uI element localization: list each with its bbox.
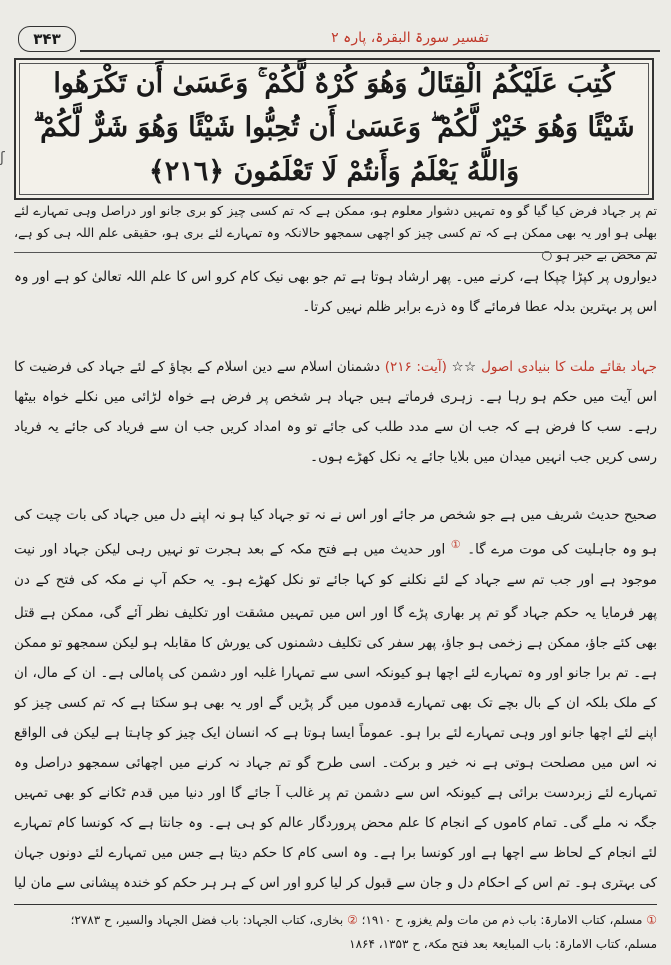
translation-rule	[14, 252, 657, 253]
footnote-1-number: ①	[646, 913, 657, 927]
verse-line-2: شَيْئًا وَهُوَ خَيْرٌ لَّكُمْ ۖ وَعَسَىٰ أَن تُحِبُّوا شَيْئًا وَهُوَ شَرٌّ لَّكُمْ ۗ	[33, 112, 635, 143]
footnote-2a-text: بخاری، کتاب الجہاد: باب فضل الجہاد والسیر، ح ۲۷۸۳؛	[70, 913, 344, 927]
margin-mark-icon: ʃ	[0, 150, 5, 166]
paragraph-2	[14, 352, 657, 492]
paragraph-4: پھر فرمایا یہ حکم جہاد گو تم پر بھاری پڑے گا اور اس میں تمہیں مشقت اور تکلیف نظر آئے گی، ممکن ہے قتل بھی کئے جاؤ، ممکن ہے زخمی ہو جاؤ، پھر سفر کی تکلیف دشمنوں کی یورش کا مقابلہ ہو لیکن سمجھو تو ممکن ہے۔ تم برا جانو اور وہ تمہارے لئے اچھا ہو کیونکہ اسی سے تمہارا غلبہ اور دشمن کی پامالی ہے۔ ان کے مال، ان کے ملک بلکہ ان کے بال بچے تک بھی تمہارے قدموں میں گر پڑیں گے اور یہ بھی ہو سکتا ہے کہ تم کسی چیز کو اپنے لئے اچھا جانو اور وہی تمہارے لئے برا ہو۔ عموماً ایسا ہوتا ہے کہ انسان ایک چیز کو چاہتا ہے لیکن فی الواقع نہ اس میں مصلحت ہوتی ہے نہ خیر و برکت۔ اسی طرح گو تم جہاد نہ کرنے میں اچھائی سمجھو دراصل وہ تمہارے لئے زبردست برائی ہے کیونکہ اس سے دشمن تم پر غالب آ جائے گا اور دنیا میں قدم ٹکانے کو بھی تمہیں جگہ نہ ملے گی۔ تمام کاموں کے انجام کا علم محض پروردگار عالم کو ہی ہے۔ وہ جانتا ہے کہ کونسا کام تمہارے لئے انجام کے لحاظ سے اچھا ہے اور کونسا برا ہے۔ وہ اسی کام کا حکم دیتا ہے جس میں تمہارے لئے دونوں جہان کی بہتری ہو۔ تم اس کے احکام دل و جان سے قبول کر لیا کرو اور اس کے ہر ہر حکم کو خندہ پیشانی سے مان لیا	[14, 605, 657, 891]
hadith-text-2: اور حدیث میں ہے فتح مکہ کے بعد ہجرت تو نہیں رہی لیکن جہاد اور نیت موجود ہے اور جب تم سے جہاد کے لئے نکلنے کو کہا جائے تو نکل کھڑے ہو۔ یہ حکم آپ نے مکہ کی فتح کے دن	[14, 541, 657, 588]
page-header	[14, 24, 660, 54]
quran-verse-box	[14, 58, 654, 200]
verse-line-3: وَاللَّهُ يَعْلَمُ وَأَنتُمْ لَا تَعْلَمُونَ ﴿٢١٦﴾	[148, 156, 520, 187]
footnote-rule	[14, 904, 657, 905]
footnote-line-2: مسلم، کتاب الامارۃ: باب المبایعۃ بعد فتح مکۃ، ح ۱۳۵۳، ۱۸۶۴	[349, 937, 657, 951]
page-number: ۳۴۳	[18, 26, 76, 52]
footnote-2-number: ②	[347, 913, 358, 927]
paragraph-1: دیواروں پر کپڑا چپکا ہے، کرنے میں۔ پھر ارشاد ہوتا ہے تم جو بھی نیک کام کرو اس کا علم اللہ تعالیٰ کو ہے اور وہ اس پر بہترین بدلہ عطا فرمائے گا وہ ذرے برابر ظلم نہیں کرتا۔	[14, 269, 657, 315]
running-title: تفسیر سورۃ البقرۃ، پارہ ۲	[331, 30, 489, 46]
heading-stars: ☆☆	[451, 359, 477, 375]
paragraph-2-text: دشمنان اسلام سے دین اسلام کے بچاؤ کے لئے جہاد کی فرضیت کا اس آیت میں حکم ہو رہا ہے۔ زہری فرماتے ہیں جہاد ہر شخص پر فرض ہے خواہ لڑائی میں نکلے خواہ بیٹھا رہے۔ سب کا فرض ہے کہ جب ان سے مدد طلب کی جائے تو وہ امداد کریں جب ان سے فریاد کی جائے یہ فریاد رسی کریں جب انہیں میدان میں بلایا جائے یہ نکل کھڑے ہوں۔	[14, 359, 657, 465]
footnote-marker-1[interactable]: ①	[450, 538, 462, 551]
header-rule	[80, 50, 660, 52]
section-heading: جہاد بقائے ملت کا بنیادی اصول	[481, 359, 657, 375]
paragraph-3	[14, 500, 657, 592]
footnote-1-text: مسلم، کتاب الامارۃ: باب ذم من مات ولم یغزو، ح ۱۹۱۰؛	[361, 913, 643, 927]
footnote-line-1	[14, 910, 657, 930]
verse-line-1: كُتِبَ عَلَيْكُمُ الْقِتَالُ وَهُوَ كُرْهٌ لَّكُمْ ۚ وَعَسَىٰ أَن تَكْرَهُوا	[53, 68, 615, 99]
urdu-translation: تم پر جہاد فرض کیا گیا گو وہ تمہیں دشوار معلوم ہو، ممکن ہے کہ تم کسی چیز کو بری جانو اور دراصل وہی تمہارے لئے بھلی ہو اور یہ بھی ممکن ہے کہ تم کسی چیز کو اچھی سمجھو حالانکہ وہ تمہارے لئے بری ہو، حقیقی علم اللہ ہی کو ہے، تم محض بے خبر ہو ○	[14, 203, 657, 262]
hadith-text-1: صحیح حدیث شریف میں ہے جو شخص مر جائے اور اس نے نہ تو جہاد کیا ہو نہ اپنے دل میں جہاد کی بات چیت کی ہو وہ جاہلیت کی موت مرے گا۔	[14, 507, 657, 558]
ayah-reference: (آیت: ۲۱۶)	[384, 359, 447, 375]
